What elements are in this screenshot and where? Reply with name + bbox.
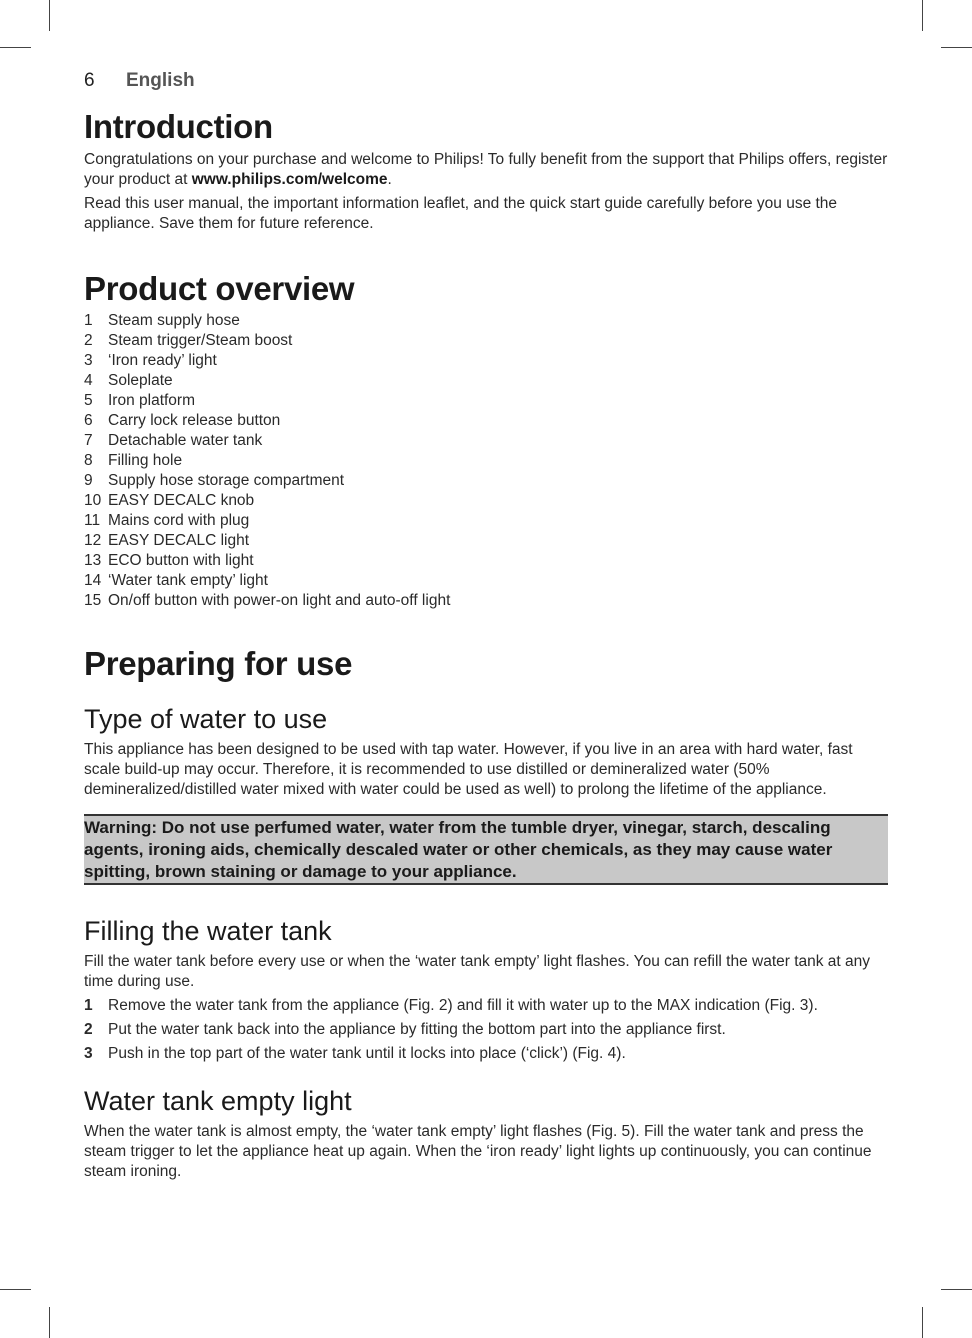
list-item-label: EASY DECALC light bbox=[108, 532, 249, 549]
list-number: 6 bbox=[84, 412, 93, 429]
overview-item bbox=[84, 331, 888, 351]
product-overview-heading: Product overview bbox=[84, 270, 355, 307]
overview-item bbox=[84, 451, 888, 471]
overview-item bbox=[84, 491, 888, 511]
crop-mark bbox=[49, 1307, 50, 1338]
list-item-label: Detachable water tank bbox=[108, 432, 263, 449]
list-item-label: Iron platform bbox=[108, 392, 196, 409]
list-item-label: Push in the top part of the water tank until it locks into place (‘click’) (Fig. 4). bbox=[108, 1045, 626, 1062]
empty-light-paragraph: When the water tank is almost empty, the ‘water tank empty’ light flashes (Fig. 5). Fill the water tank and press the steam trigger to let the appliance heat up again. When the ‘iron ready’ light lights up continuously, you can continue steam ironing. bbox=[84, 1123, 872, 1180]
list-item-label: Put the water tank back into the appliance by fitting the bottom part into the appliance first. bbox=[108, 1021, 726, 1038]
crop-mark bbox=[941, 47, 972, 48]
list-item-label: Mains cord with plug bbox=[108, 512, 250, 529]
list-number: 9 bbox=[84, 472, 93, 489]
empty-light-heading: Water tank empty light bbox=[84, 1086, 352, 1116]
overview-item bbox=[84, 311, 888, 331]
water-type-heading: Type of water to use bbox=[84, 704, 328, 734]
filling-step bbox=[84, 1044, 888, 1064]
list-item-label: Supply hose storage compartment bbox=[108, 472, 345, 489]
list-item-label: Carry lock release button bbox=[108, 412, 281, 429]
overview-item bbox=[84, 371, 888, 391]
introduction-heading: Introduction bbox=[84, 108, 273, 145]
list-number: 11 bbox=[84, 512, 101, 529]
list-number: 8 bbox=[84, 452, 93, 469]
overview-item bbox=[84, 471, 888, 491]
filling-paragraph: Fill the water tank before every use or when the ‘water tank empty’ light flashes. You can refill the water tank at any time during use. bbox=[84, 953, 871, 990]
overview-item bbox=[84, 571, 888, 591]
introduction-paragraph-2: Read this user manual, the important information leaflet, and the quick start guide carefully before you use the appliance. Save them for future reference. bbox=[84, 195, 838, 232]
filling-step bbox=[84, 996, 888, 1016]
list-number: 13 bbox=[84, 552, 102, 569]
overview-item bbox=[84, 431, 888, 451]
list-number: 7 bbox=[84, 432, 93, 449]
overview-item bbox=[84, 411, 888, 431]
list-item-label: ‘Water tank empty’ light bbox=[108, 572, 268, 589]
preparing-heading: Preparing for use bbox=[84, 645, 353, 682]
crop-mark bbox=[0, 1289, 31, 1290]
page-header bbox=[84, 70, 888, 96]
overview-item bbox=[84, 391, 888, 411]
overview-item bbox=[84, 351, 888, 371]
list-item-label: Steam supply hose bbox=[108, 312, 240, 329]
list-item-label: EASY DECALC knob bbox=[108, 492, 255, 509]
document-page bbox=[84, 70, 888, 1182]
crop-mark bbox=[49, 0, 50, 31]
list-number: 10 bbox=[84, 492, 102, 509]
list-number: 15 bbox=[84, 592, 102, 609]
list-number: 2 bbox=[84, 332, 93, 349]
list-item-label: Steam trigger/Steam boost bbox=[108, 332, 293, 349]
crop-mark bbox=[941, 1289, 972, 1290]
overview-item bbox=[84, 531, 888, 551]
overview-item bbox=[84, 591, 888, 611]
product-overview-list bbox=[84, 311, 888, 611]
list-item-label: ECO button with light bbox=[108, 552, 254, 569]
philips-welcome-link[interactable]: www.philips.com/welcome bbox=[191, 171, 388, 188]
list-number: 5 bbox=[84, 392, 93, 409]
list-number: 3 bbox=[84, 1045, 93, 1062]
list-number: 1 bbox=[84, 997, 93, 1014]
filling-step bbox=[84, 1020, 888, 1040]
warning-box: Warning: Do not use perfumed water, water from the tumble dryer, vinegar, starch, descaling agents, ironing aids, chemically descaled water or other chemicals, as they may cause water spitting, brown staining or damage to your appliance. bbox=[84, 814, 888, 885]
overview-item bbox=[84, 511, 888, 531]
list-number: 12 bbox=[84, 532, 102, 549]
list-number: 1 bbox=[84, 312, 93, 329]
language-label: English bbox=[126, 70, 195, 91]
list-item-label: On/off button with power-on light and auto-off light bbox=[108, 592, 451, 609]
crop-mark bbox=[922, 0, 923, 31]
crop-mark bbox=[0, 47, 31, 48]
crop-mark bbox=[922, 1307, 923, 1338]
page-number: 6 bbox=[84, 70, 95, 91]
list-number: 3 bbox=[84, 352, 93, 369]
filling-steps-list bbox=[84, 996, 888, 1064]
list-number: 4 bbox=[84, 372, 93, 389]
list-item-label: ‘Iron ready’ light bbox=[108, 352, 217, 369]
list-item-label: Soleplate bbox=[108, 372, 173, 389]
list-number: 14 bbox=[84, 572, 102, 589]
introduction-paragraph: Congratulations on your purchase and welcome to Philips! To fully benefit from the support that Philips offers, register your product at www.philips.com/welcome. bbox=[84, 151, 888, 188]
overview-item bbox=[84, 551, 888, 571]
water-type-paragraph: This appliance has been designed to be used with tap water. However, if you live in an area with hard water, fast scale build-up may occur. Therefore, it is recommended to use distilled or demineralized water (50% demineralized/distilled water mixed with water could be used as well) to prolong the lifetime of the appliance. bbox=[84, 741, 853, 798]
list-item-label: Filling hole bbox=[108, 452, 183, 469]
list-item-label: Remove the water tank from the appliance (Fig. 2) and fill it with water up to the MAX indication (Fig. 3). bbox=[108, 997, 818, 1014]
list-number: 2 bbox=[84, 1021, 93, 1038]
filling-heading: Filling the water tank bbox=[84, 916, 332, 946]
